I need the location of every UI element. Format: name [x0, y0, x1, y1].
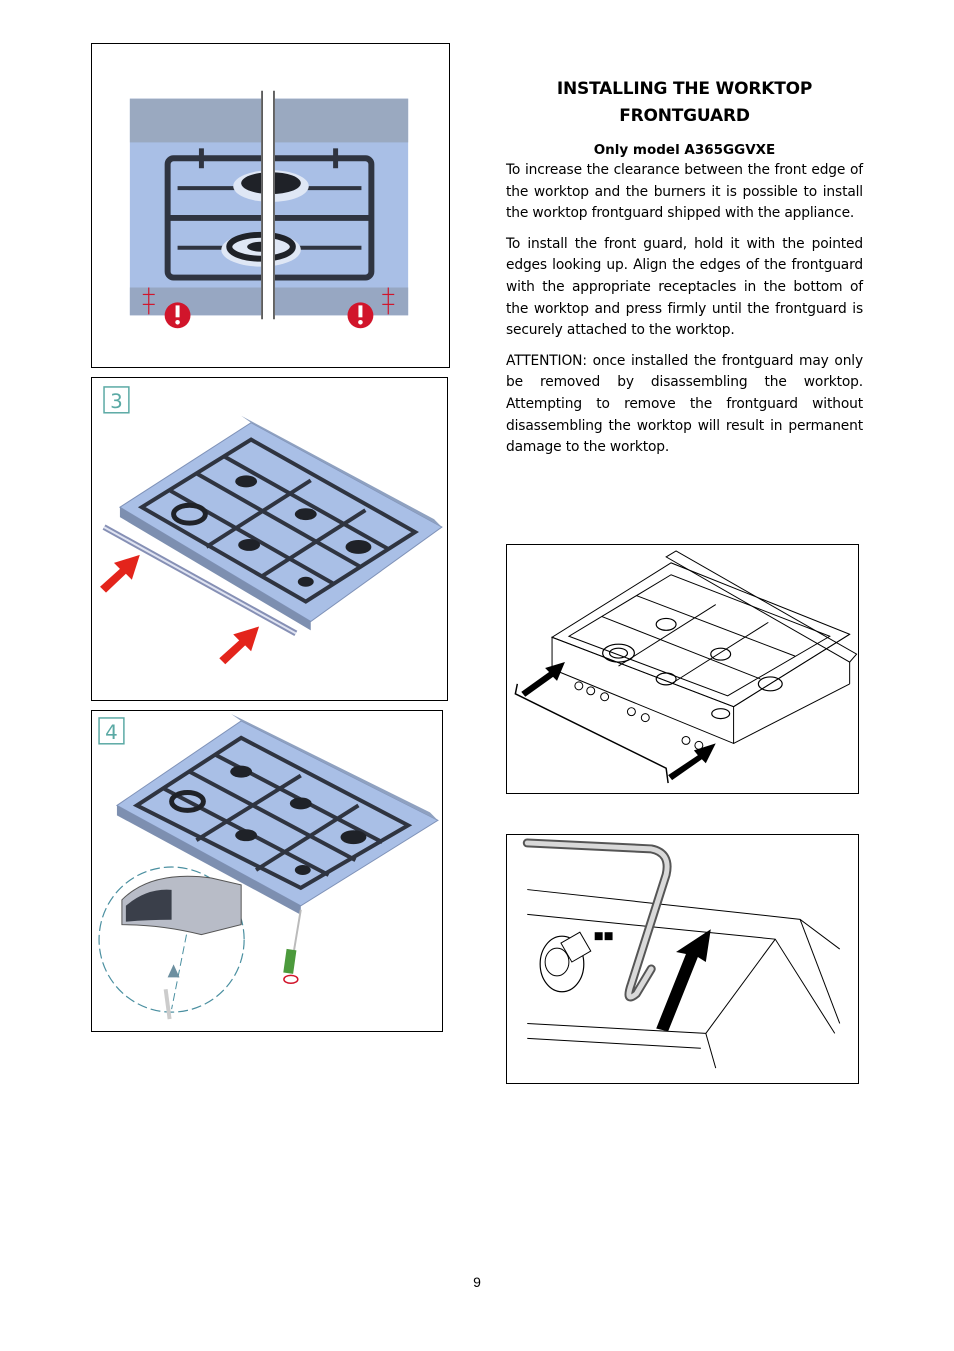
- arrow-icon: [521, 662, 715, 780]
- warning-icon-right: [348, 302, 374, 328]
- paragraph-instructions: To install the front guard, hold it with the pointed edges looking up. Align the edges of the frontguard with the appropriate receptacles in the bottom of the worktop and press firmly until the frontguard is securely attached to the worktop.: [506, 235, 863, 339]
- section-subtitle: Only model A365GGVXE: [593, 142, 776, 158]
- step-4-label: 4: [105, 720, 118, 744]
- section-title-line1: INSTALLING THE WORKTOP: [556, 79, 813, 99]
- installation-text-column: [506, 76, 863, 468]
- section-title: [506, 76, 863, 130]
- frontguard-detail-figure: [506, 834, 859, 1084]
- hob-top-view-figure: [91, 43, 450, 368]
- step-4-figure: [91, 710, 443, 1032]
- section-title-line2: FRONTGUARD: [619, 106, 750, 126]
- arrow-icon: [656, 929, 711, 1031]
- paragraph-attention: ATTENTION: once installed the frontguard may only be removed by disassembling the worktop. Attempting to remove the frontguard without disassembling the worktop will result in permanent damage to the worktop.: [506, 352, 863, 456]
- cooker-line-drawing-figure: [506, 544, 859, 794]
- step-3-label: 3: [110, 389, 123, 413]
- paragraph-intro: To increase the clearance between the front edge of the worktop and the burners it is possible to install the worktop frontguard shipped with the appliance.: [506, 162, 863, 222]
- page-number: 9: [473, 1274, 481, 1290]
- warning-icon-left: [165, 302, 191, 328]
- step-3-figure: [91, 377, 448, 701]
